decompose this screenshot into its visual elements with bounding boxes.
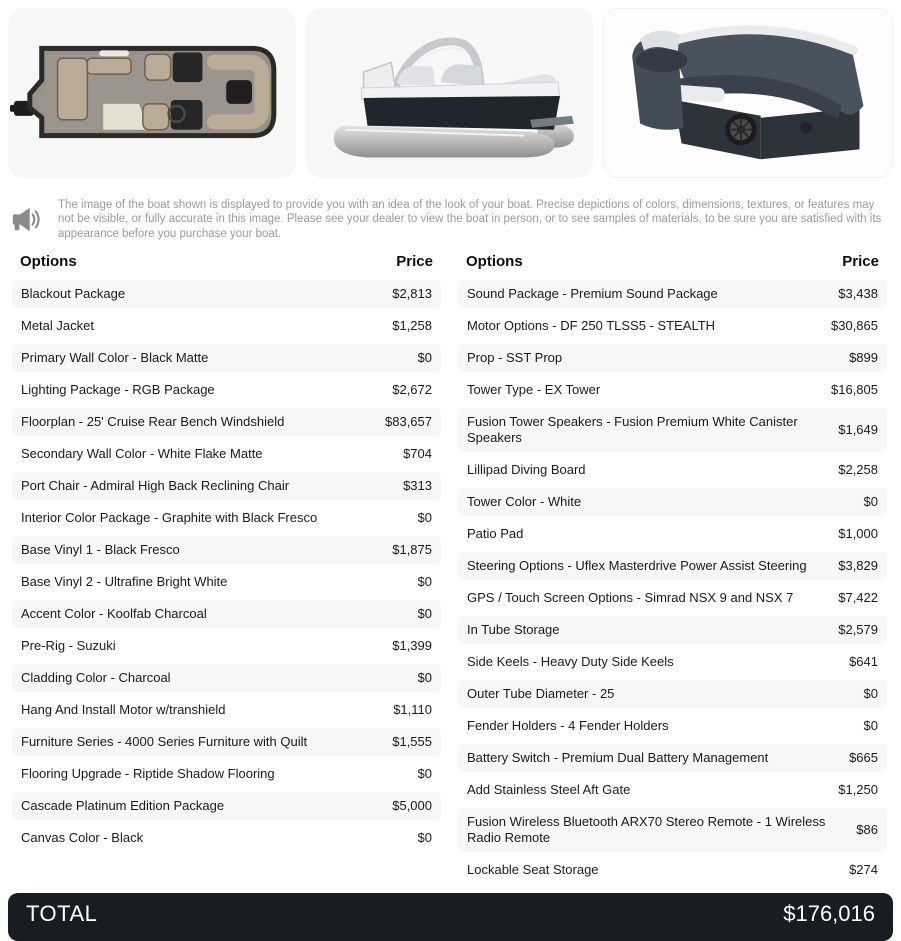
option-price: $0 (863, 718, 878, 734)
option-price: $2,258 (838, 462, 878, 478)
option-label: Side Keels - Heavy Duty Side Keels (467, 654, 674, 670)
option-price: $704 (403, 446, 432, 462)
option-label: Battery Switch - Premium Dual Battery Management (467, 750, 769, 766)
option-label: Base Vinyl 2 - Ultrafine Bright White (21, 574, 228, 590)
options-column-right-header (458, 245, 887, 280)
option-label: Outer Tube Diameter - 25 (467, 686, 615, 702)
option-price: $899 (849, 350, 878, 366)
options-rows-right (458, 280, 887, 884)
option-price: $7,422 (838, 590, 878, 606)
options-column-left-header (12, 245, 441, 280)
option-label: Secondary Wall Color - White Flake Matte (21, 446, 263, 462)
option-row (458, 744, 887, 772)
boat-side-view-image (306, 8, 594, 178)
option-label: Furniture Series - 4000 Series Furniture with Quilt (21, 734, 308, 750)
option-row (458, 584, 887, 612)
option-label: Port Chair - Admiral High Back Reclining Chair (21, 478, 290, 494)
option-price: $86 (856, 822, 878, 838)
options-header-label: Options (20, 253, 77, 271)
total-value: $176,016 (783, 901, 875, 926)
megaphone-icon (10, 198, 44, 239)
options-column-right (458, 245, 887, 888)
option-label: Lighting Package - RGB Package (21, 382, 215, 398)
image-disclaimer (0, 178, 901, 241)
option-price: $1,875 (392, 542, 432, 558)
option-price: $0 (417, 830, 432, 846)
option-label: Cladding Color - Charcoal (21, 670, 171, 686)
option-row (12, 440, 441, 468)
option-label: Metal Jacket (21, 318, 94, 334)
option-row (458, 456, 887, 484)
option-label: Add Stainless Steel Aft Gate (467, 782, 631, 798)
option-price: $0 (417, 350, 432, 366)
option-label: Fusion Wireless Bluetooth ARX70 Stereo Remote - 1 Wireless Radio Remote (467, 814, 826, 846)
option-price: $1,555 (392, 734, 432, 750)
option-price: $5,000 (392, 798, 432, 814)
option-price: $0 (417, 766, 432, 782)
options-header-label: Options (466, 253, 523, 271)
option-row (458, 488, 887, 516)
disclaimer-text: The image of the boat shown is displayed to provide you with an idea of the look of your boat. Precise depictions of colors, dimensions, textures, or features may not be visible, or fully accurate in this image. Please see your dealer to view the boat in person, or to see samples of materials, to be sure you are satisfied with its appearance before you purchase your boat. (58, 199, 882, 240)
option-row (12, 728, 441, 756)
option-price: $2,672 (392, 382, 432, 398)
option-label: Interior Color Package - Graphite with Black Fresco (21, 510, 318, 526)
option-label: Tower Type - EX Tower (467, 382, 601, 398)
options-area (0, 241, 901, 888)
option-row (458, 344, 887, 372)
option-price: $0 (417, 606, 432, 622)
boat-furniture-card (603, 8, 893, 178)
boat-image-strip (0, 0, 901, 178)
option-row (458, 808, 887, 852)
option-row (12, 664, 441, 692)
option-row (12, 344, 441, 372)
option-row (458, 520, 887, 548)
option-price: $16,805 (831, 382, 878, 398)
option-label: Fusion Tower Speakers - Fusion Premium White Canister Speakers (467, 414, 798, 446)
option-label: Primary Wall Color - Black Matte (21, 350, 209, 366)
option-label: In Tube Storage (467, 622, 560, 638)
option-row (12, 824, 441, 852)
option-label: Fender Holders - 4 Fender Holders (467, 718, 669, 734)
option-price: $665 (849, 750, 878, 766)
boat-furniture-image (604, 9, 892, 177)
option-label: Floorplan - 25' Cruise Rear Bench Windshield (21, 414, 285, 430)
option-price: $0 (417, 510, 432, 526)
option-price: $3,438 (838, 286, 878, 302)
option-label: Lillipad Diving Board (467, 462, 586, 478)
option-price: $1,258 (392, 318, 432, 334)
option-price: $1,399 (392, 638, 432, 654)
boat-floorplan-image (8, 8, 296, 178)
option-row (458, 712, 887, 740)
option-row (458, 680, 887, 708)
option-label: GPS / Touch Screen Options - Simrad NSX 9 and NSX 7 (467, 590, 794, 606)
option-label: Canvas Color - Black (21, 830, 144, 846)
option-label: Lockable Seat Storage (467, 862, 599, 878)
option-row (12, 280, 441, 308)
option-row (12, 760, 441, 788)
option-price: $274 (849, 862, 878, 878)
option-price: $0 (863, 494, 878, 510)
options-column-left (12, 245, 441, 888)
boat-side-view-card (306, 8, 594, 178)
option-label: Prop - SST Prop (467, 350, 563, 366)
total-bar (8, 893, 893, 941)
option-label: Cascade Platinum Edition Package (21, 798, 225, 814)
option-row (12, 312, 441, 340)
option-row (12, 376, 441, 404)
option-label: Patio Pad (467, 526, 524, 542)
option-label: Pre-Rig - Suzuki (21, 638, 116, 654)
option-price: $1,649 (838, 422, 878, 438)
option-row (458, 552, 887, 580)
option-label: Sound Package - Premium Sound Package (467, 286, 718, 302)
option-price: $2,579 (838, 622, 878, 638)
option-label: Motor Options - DF 250 TLSS5 - STEALTH (467, 318, 716, 334)
options-rows-left (12, 280, 441, 852)
option-row (458, 648, 887, 676)
option-label: Base Vinyl 1 - Black Fresco (21, 542, 180, 558)
option-row (12, 696, 441, 724)
option-row (12, 472, 441, 500)
option-price: $1,250 (838, 782, 878, 798)
option-row (458, 376, 887, 404)
option-row (458, 280, 887, 308)
option-label: Blackout Package (21, 286, 126, 302)
option-price: $2,813 (392, 286, 432, 302)
option-row (458, 312, 887, 340)
option-row (12, 568, 441, 596)
option-label: Flooring Upgrade - Riptide Shadow Flooring (21, 766, 275, 782)
option-label: Tower Color - White (467, 494, 582, 510)
option-price: $0 (417, 574, 432, 590)
option-price: $1,110 (393, 702, 432, 718)
option-row (12, 504, 441, 532)
option-row (12, 600, 441, 628)
option-row (458, 776, 887, 804)
option-price: $313 (403, 478, 432, 494)
option-row (458, 408, 887, 452)
boat-floorplan-card (8, 8, 296, 178)
option-row (12, 536, 441, 564)
price-header-label: Price (396, 253, 433, 271)
total-label: TOTAL (26, 901, 98, 926)
option-label: Accent Color - Koolfab Charcoal (21, 606, 207, 622)
option-price: $30,865 (831, 318, 878, 334)
option-price: $0 (863, 686, 878, 702)
option-row (12, 792, 441, 820)
option-row (12, 408, 441, 436)
option-price: $0 (417, 670, 432, 686)
price-header-label: Price (842, 253, 879, 271)
option-price: $3,829 (838, 558, 878, 574)
option-price: $641 (849, 654, 878, 670)
option-price: $83,657 (385, 414, 432, 430)
option-row (458, 616, 887, 644)
option-price: $1,000 (838, 526, 878, 542)
option-label: Steering Options - Uflex Masterdrive Power Assist Steering (467, 558, 807, 574)
option-row (12, 632, 441, 660)
option-row (458, 856, 887, 884)
option-label: Hang And Install Motor w/transhield (21, 702, 226, 718)
